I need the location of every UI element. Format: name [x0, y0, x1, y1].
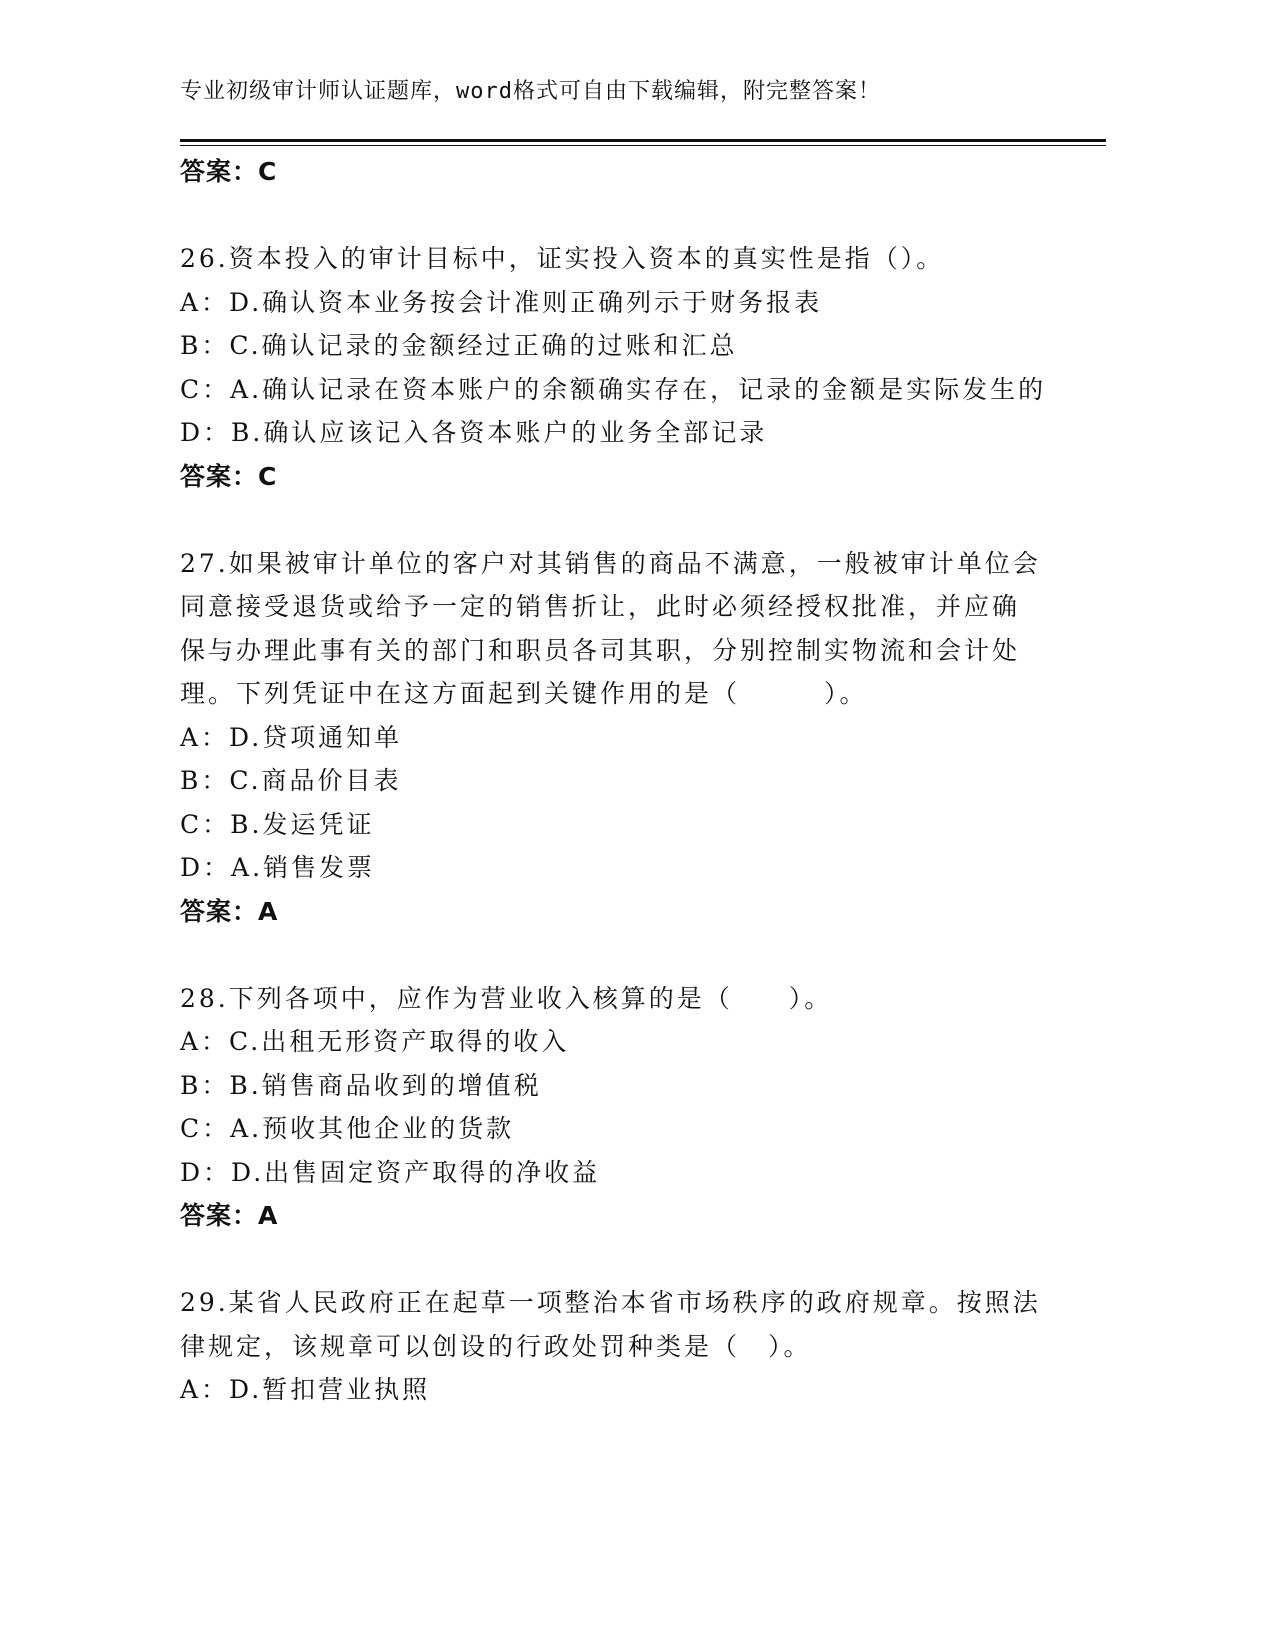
- question-block: [180, 237, 1047, 498]
- question-text: 律规定，该规章可以创设的行政处罚种类是（ ）。: [180, 1331, 812, 1361]
- option-c: C：A.预收其他企业的货款: [180, 1114, 515, 1143]
- question-text: 同意接受退货或给予一定的销售折让，此时必须经授权批准，并应确: [180, 592, 1021, 621]
- header-rule-thick: [180, 139, 1106, 142]
- option-d: D：D.出售固定资产取得的净收益: [180, 1157, 601, 1187]
- answer-text: 答案：C: [180, 461, 278, 491]
- question-text: 29.某省人民政府正在起草一项整治本省市场秩序的政府规章。按照法: [180, 1288, 1041, 1317]
- option-b: B：C.商品价目表: [180, 766, 402, 795]
- answer-text: 答案：C: [180, 157, 278, 186]
- question-block: [180, 977, 1040, 1238]
- question-block: [180, 1281, 1040, 1412]
- question-text: 保与办理此事有关的部门和职员各司其职，分别控制实物流和会计处: [180, 635, 1021, 665]
- option-a: A：D.确认资本业务按会计准则正确列示于财务报表: [180, 287, 823, 317]
- question-text: 27.如果被审计单位的客户对其销售的商品不满意，一般被审计单位会: [180, 548, 1041, 578]
- question-text: 28.下列各项中，应作为营业收入核算的是（ ）。: [180, 983, 833, 1013]
- option-a: A：C.出租无形资产取得的收入: [180, 1027, 570, 1056]
- page-header: 专业初级审计师认证题库，word格式可自由下载编辑，附完整答案！: [180, 79, 881, 104]
- option-b: B：C.确认记录的金额经过正确的过账和汇总: [180, 331, 738, 360]
- question-content: [180, 150, 1047, 1412]
- option-d: D：A.销售发票: [180, 853, 376, 882]
- answer-text: 答案：A: [180, 1201, 279, 1230]
- option-c: C：B.发运凭证: [180, 809, 375, 839]
- option-a: A：D.暂扣营业执照: [180, 1375, 431, 1404]
- option-d: D：B.确认应该记入各资本账户的业务全部记录: [180, 418, 768, 447]
- option-b: B：B.销售商品收到的增值税: [180, 1070, 542, 1100]
- question-text: 理。下列凭证中在这方面起到关键作用的是（ ）。: [180, 679, 868, 708]
- header-rule-thin: [180, 145, 1106, 146]
- question-text: 26.资本投入的审计目标中，证实投入资本的真实性是指（）。: [180, 244, 945, 273]
- answer-text: 答案：A: [180, 896, 279, 926]
- question-block: [180, 542, 1040, 934]
- option-c: C：A.确认记录在资本账户的余额确实存在，记录的金额是实际发生的: [180, 374, 1047, 404]
- option-a: A：D.贷项通知单: [180, 722, 403, 752]
